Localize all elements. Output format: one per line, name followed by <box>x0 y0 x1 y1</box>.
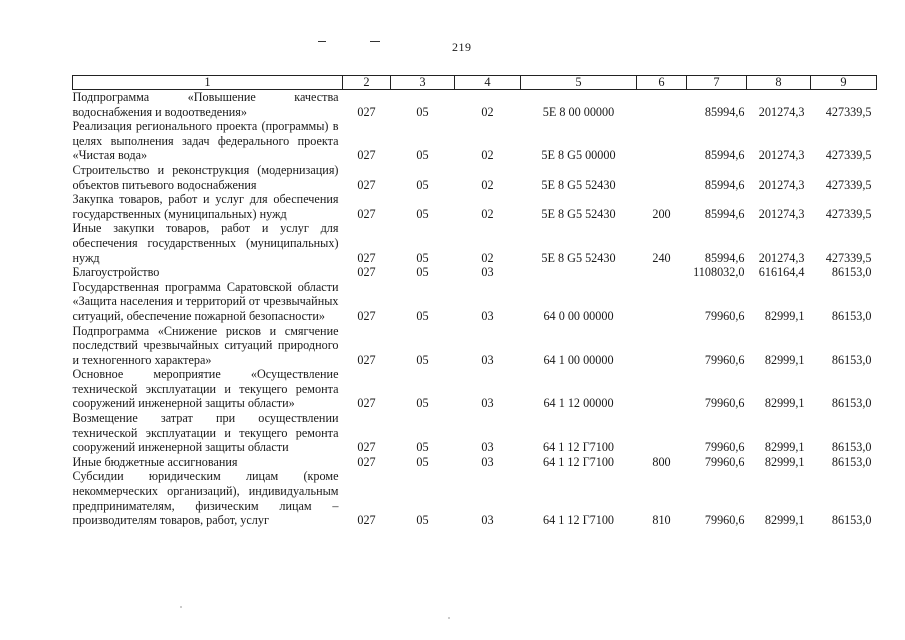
row-description: Возмещение затрат при осуществлении технической эксплуатации и текущего ремонта сооружений инженерной защиты области <box>72 411 339 455</box>
row-description: Благоустройство <box>72 265 160 280</box>
row-description: Реализация регионального проекта (программы) в целях выполнения задач федерального проекта «Чистая вода» <box>72 119 339 163</box>
subsection-code: 03 <box>481 440 494 455</box>
expense-type-code <box>637 367 687 411</box>
expense-type-code: 200 <box>652 206 671 221</box>
expense-type-code: 800 <box>652 454 671 469</box>
header-col-9: 9 <box>811 76 877 90</box>
amount-year-1: 85994,6 <box>704 148 745 163</box>
amount-year-2: 201274,3 <box>758 177 805 192</box>
table-row <box>73 90 877 120</box>
header-col-1: 1 <box>73 76 343 90</box>
section-code: 05 <box>416 308 429 323</box>
section-code: 05 <box>416 250 429 265</box>
table-row <box>73 324 877 368</box>
target-article-code: 64 1 12 Г7100 <box>542 454 615 469</box>
expense-type-code <box>637 411 687 455</box>
header-col-8: 8 <box>747 76 811 90</box>
subsection-code: 03 <box>481 454 494 469</box>
amount-year-3: 86153,0 <box>831 396 872 411</box>
subsection-code: 02 <box>481 177 494 192</box>
amount-year-2: 201274,3 <box>758 148 805 163</box>
expense-type-code: 240 <box>652 250 671 265</box>
subsection-code: 02 <box>481 206 494 221</box>
ministry-code: 027 <box>357 177 376 192</box>
amount-year-3: 86153,0 <box>831 308 872 323</box>
expense-type-code <box>637 90 687 120</box>
ministry-code: 027 <box>357 352 376 367</box>
row-description: Строительство и реконструкция (модернизация) объектов питьевого водоснабжения <box>72 162 339 192</box>
amount-year-3: 427339,5 <box>825 250 872 265</box>
budget-table <box>72 75 877 528</box>
scan-speck <box>448 617 450 619</box>
amount-year-2: 201274,3 <box>758 206 805 221</box>
table-row <box>73 411 877 455</box>
ministry-code: 027 <box>357 513 376 528</box>
row-description: Иные бюджетные ассигнования <box>72 454 238 469</box>
table-row <box>73 455 877 470</box>
header-col-3: 3 <box>391 76 455 90</box>
ministry-code: 027 <box>357 396 376 411</box>
amount-year-1: 79960,6 <box>704 513 745 528</box>
table-row <box>73 119 877 163</box>
amount-year-1: 85994,6 <box>704 206 745 221</box>
amount-year-1: 79960,6 <box>704 308 745 323</box>
subsection-code: 03 <box>481 265 494 280</box>
amount-year-3: 86153,0 <box>831 352 872 367</box>
expense-type-code <box>637 119 687 163</box>
amount-year-2: 82999,1 <box>764 454 805 469</box>
amount-year-1: 79960,6 <box>704 454 745 469</box>
ministry-code: 027 <box>357 440 376 455</box>
header-col-7: 7 <box>687 76 747 90</box>
expense-type-code <box>637 265 687 280</box>
amount-year-3: 427339,5 <box>825 104 872 119</box>
amount-year-1: 79960,6 <box>704 396 745 411</box>
section-code: 05 <box>416 148 429 163</box>
subsection-code: 02 <box>481 250 494 265</box>
amount-year-2: 82999,1 <box>764 513 805 528</box>
section-code: 05 <box>416 454 429 469</box>
target-article-code: 5E 8 00 00000 <box>542 104 615 119</box>
subsection-code: 02 <box>481 148 494 163</box>
ministry-code: 027 <box>357 206 376 221</box>
header-col-4: 4 <box>455 76 521 90</box>
page-number: 219 <box>452 40 472 54</box>
target-article-code: 5E 8 G5 00000 <box>541 148 616 163</box>
target-article-code: 64 1 12 Г7100 <box>542 513 615 528</box>
amount-year-2: 201274,3 <box>758 250 805 265</box>
target-article-code: 5E 8 G5 52430 <box>541 206 616 221</box>
target-article-code: 64 1 12 00000 <box>543 396 614 411</box>
row-description: Иные закупки товаров, работ и услуг для обеспечения государственных (муниципальных) нужд <box>72 221 339 265</box>
ministry-code: 027 <box>357 250 376 265</box>
table-header-row <box>73 76 877 90</box>
amount-year-1: 85994,6 <box>704 104 745 119</box>
ministry-code: 027 <box>357 308 376 323</box>
amount-year-2: 201274,3 <box>758 104 805 119</box>
amount-year-2: 82999,1 <box>764 396 805 411</box>
row-description: Основное мероприятие «Осуществление технической эксплуатации и текущего ремонта сооружений инженерной защиты области» <box>72 367 339 411</box>
amount-year-2: 82999,1 <box>764 352 805 367</box>
table-row <box>73 163 877 192</box>
amount-year-3: 86153,0 <box>831 454 872 469</box>
scan-speck <box>180 606 182 608</box>
amount-year-2: 82999,1 <box>764 440 805 455</box>
expense-type-code: 810 <box>652 513 671 528</box>
target-article-code: 64 1 12 Г7100 <box>542 440 615 455</box>
section-code: 05 <box>416 265 429 280</box>
ministry-code: 027 <box>357 104 376 119</box>
amount-year-1: 85994,6 <box>704 177 745 192</box>
section-code: 05 <box>416 352 429 367</box>
subsection-code: 03 <box>481 396 494 411</box>
amount-year-2: 82999,1 <box>764 308 805 323</box>
subsection-code: 03 <box>481 308 494 323</box>
table-row <box>73 192 877 221</box>
target-article-code: 64 1 00 00000 <box>543 352 614 367</box>
amount-year-3: 86153,0 <box>831 265 872 280</box>
amount-year-1: 79960,6 <box>704 440 745 455</box>
header-col-5: 5 <box>521 76 637 90</box>
row-description: Закупка товаров, работ и услуг для обеспечения государственных (муниципальных) нужд <box>72 192 339 221</box>
row-description: Субсидии юридическим лицам (кроме некоммерческих организаций), индивидуальным предпринимателям, физическим лицам – производителям товаров, работ, услуг <box>72 469 339 528</box>
table-row <box>73 280 877 324</box>
row-description: Государственная программа Саратовской области «Защита населения и территорий от чрезвычайных ситуаций, обеспечение пожарной безопасности» <box>72 279 339 323</box>
amount-year-1: 85994,6 <box>704 250 745 265</box>
target-article-code: 5E 8 G5 52430 <box>541 250 616 265</box>
table-row <box>73 469 877 527</box>
header-col-6: 6 <box>637 76 687 90</box>
expense-type-code <box>637 163 687 192</box>
table-row <box>73 221 877 265</box>
header-col-2: 2 <box>343 76 391 90</box>
table-row <box>73 265 877 280</box>
ministry-code: 027 <box>357 265 376 280</box>
section-code: 05 <box>416 513 429 528</box>
amount-year-3: 427339,5 <box>825 148 872 163</box>
row-description: Подпрограмма «Повышение качества водоснабжения и водоотведения» <box>72 90 339 119</box>
amount-year-3: 86153,0 <box>831 513 872 528</box>
amount-year-3: 86153,0 <box>831 440 872 455</box>
section-code: 05 <box>416 396 429 411</box>
scan-mark <box>318 41 326 42</box>
section-code: 05 <box>416 104 429 119</box>
table-row <box>73 367 877 411</box>
amount-year-2: 616164,4 <box>758 265 805 280</box>
target-article-code <box>521 265 637 280</box>
expense-type-code <box>637 280 687 324</box>
section-code: 05 <box>416 177 429 192</box>
target-article-code: 5E 8 G5 52430 <box>541 177 616 192</box>
expense-type-code <box>637 324 687 368</box>
amount-year-3: 427339,5 <box>825 206 872 221</box>
target-article-code: 64 0 00 00000 <box>543 308 614 323</box>
section-code: 05 <box>416 206 429 221</box>
ministry-code: 027 <box>357 454 376 469</box>
amount-year-1: 1108032,0 <box>693 265 745 280</box>
ministry-code: 027 <box>357 148 376 163</box>
subsection-code: 02 <box>481 104 494 119</box>
amount-year-1: 79960,6 <box>704 352 745 367</box>
subsection-code: 03 <box>481 352 494 367</box>
scan-mark <box>370 41 380 42</box>
section-code: 05 <box>416 440 429 455</box>
subsection-code: 03 <box>481 513 494 528</box>
row-description: Подпрограмма «Снижение рисков и смягчение последствий чрезвычайных ситуаций природного и техногенного характера» <box>72 323 339 367</box>
amount-year-3: 427339,5 <box>825 177 872 192</box>
